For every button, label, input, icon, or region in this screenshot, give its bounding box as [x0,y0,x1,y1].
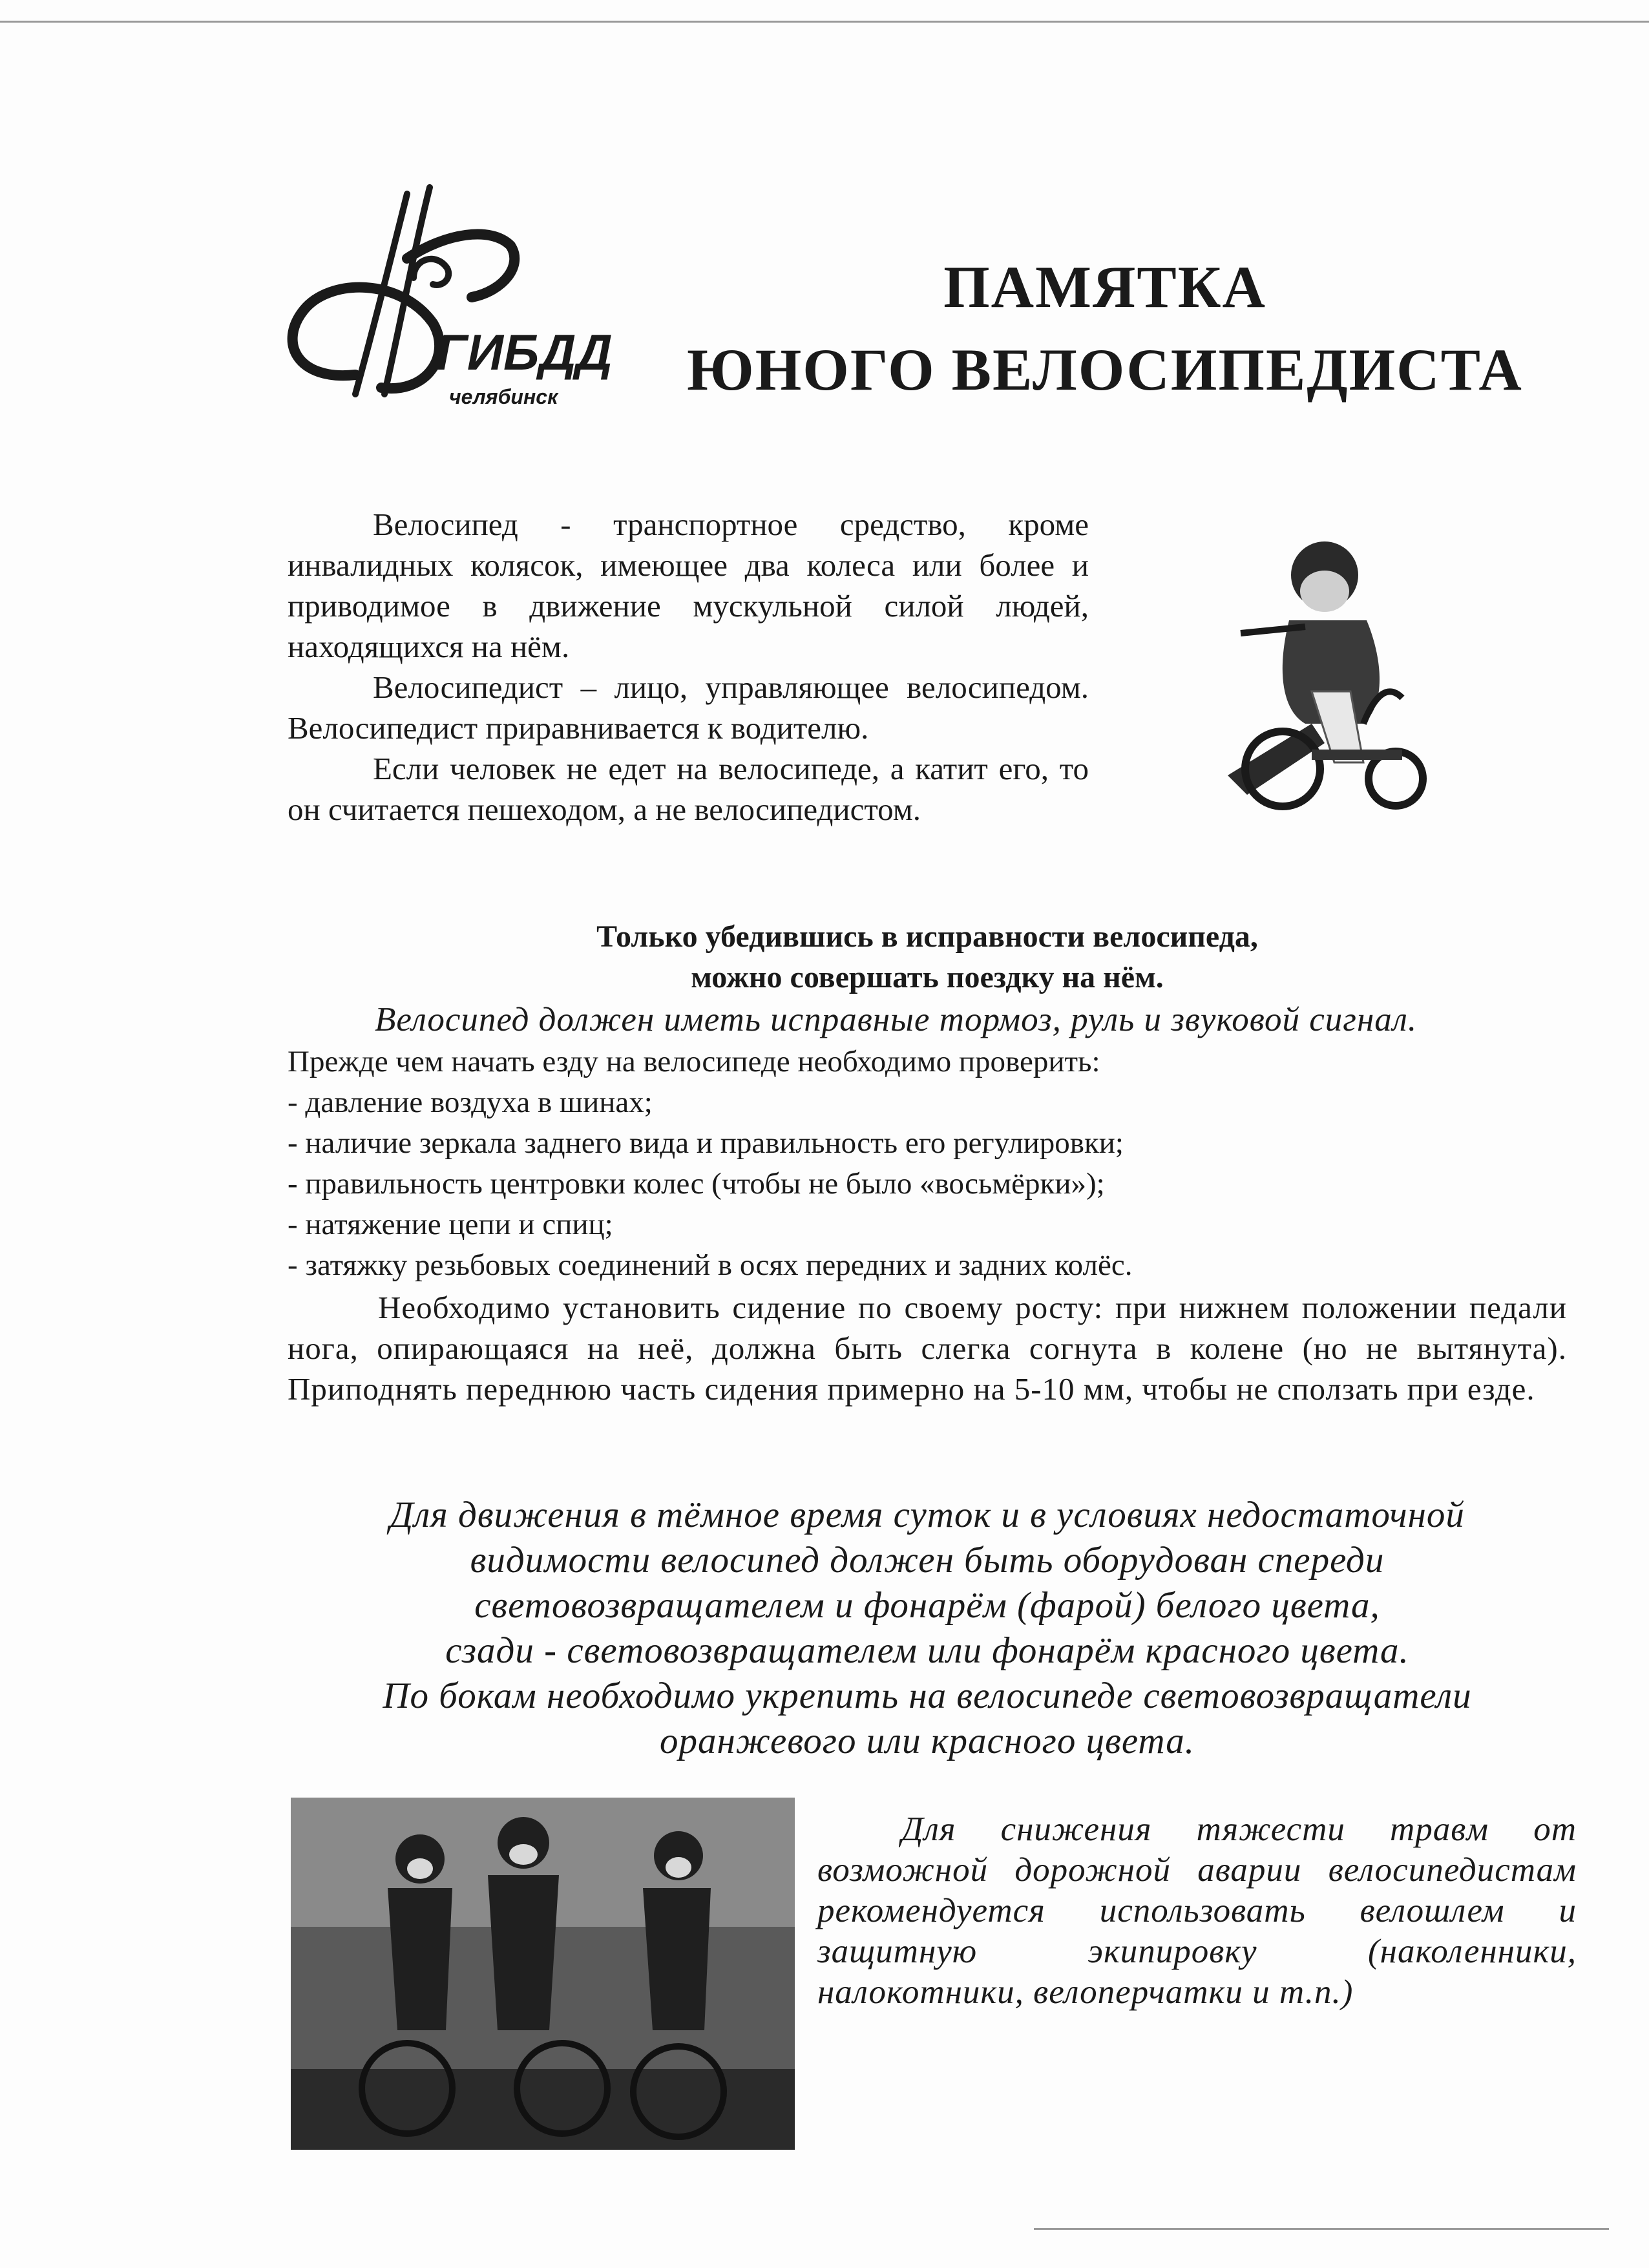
cyclists-in-helmets-photo [291,1798,795,2150]
list-item: - давление воздуха в шинах; [288,1086,653,1119]
definition-bicycle: Велосипед - транспортное средство, кроме инвалидных колясок, имеющее два колеса или более и приводимое в движение мускульной силой людей, находящихся на нём. [288,507,1089,664]
gibdd-logo-icon [278,181,614,433]
list-item: - натяжение цепи и спиц; [288,1208,613,1241]
page-title [646,246,1564,411]
definitions-block [288,504,1089,830]
check-heading-line-2: можно совершать поездку на нём. [691,960,1164,994]
seat-adjustment-paragraph: Необходимо установить сидение по своему росту: при нижнем положении педали нога, опирающаяся на неё, должна быть слегка согнута в колене (но не вытянута). Приподнять переднюю часть сидения примерно на 5-10 мм, чтобы не сползать при езде. [288,1290,1567,1407]
gibdd-logo [278,181,614,433]
dark-time-line: оранжевого или красного цвета. [659,1721,1195,1761]
check-heading [288,916,1567,998]
definition-cyclist: Велосипедист – лицо, управляющее велосипедом. Велосипедист приравнивается к водителю. [288,669,1089,746]
equipment-requirement: Велосипед должен иметь исправные тормоз, руль и звуковой сигнал. [375,1001,1418,1038]
scan-edge-top [0,21,1649,23]
helmet-recommendation: Для снижения тяжести травм от возможной дорожной аварии велосипедистам рекомендуется использовать велошлем и защитную экипировку (наколенники, налокотники, велоперчатки и т.п.) [817,1811,1577,2011]
dark-time-line: Для движения в тёмное время суток и в условиях недостаточной [390,1495,1465,1535]
title-line-2: ЮНОГО ВЕЛОСИПЕДИСТА [687,337,1523,403]
dark-time-lighting-block [288,1493,1567,1764]
check-heading-line-1: Только убедившись в исправности велосипеда, [596,919,1258,954]
list-item: - правильность центровки колес (чтобы не было «восьмёрки»); [288,1167,1105,1201]
title-line-1: ПАМЯТКА [943,254,1266,320]
list-item: - наличие зеркала заднего вида и правильность его регулировки; [288,1126,1124,1160]
definition-pedestrian: Если человек не едет на велосипеде, а катит его, то он считается пешеходом, а не велосипедистом. [288,751,1089,827]
child-on-tricycle-photo [1215,530,1434,814]
list-item: - затяжку резьбовых соединений в осях передних и задних колёс. [288,1248,1133,1282]
dark-time-line: видимости велосипед должен быть оборудован спереди [470,1540,1385,1580]
logo-abbr: ГИБДД [436,324,613,381]
scan-edge-bottom [1034,2228,1609,2230]
check-intro: Прежде чем начать езду на велосипеде необходимо проверить: [288,1045,1100,1078]
dark-time-line: сзади - световозвращателем или фонарём красного цвета. [445,1630,1409,1671]
logo-city: челябинск [449,385,558,408]
dark-time-line: световозвращателем и фонарём (фарой) белого цвета, [474,1585,1380,1626]
dark-time-line: По бокам необходимо укрепить на велосипеде световозвращатели [383,1675,1472,1716]
check-list [288,1082,1567,1286]
